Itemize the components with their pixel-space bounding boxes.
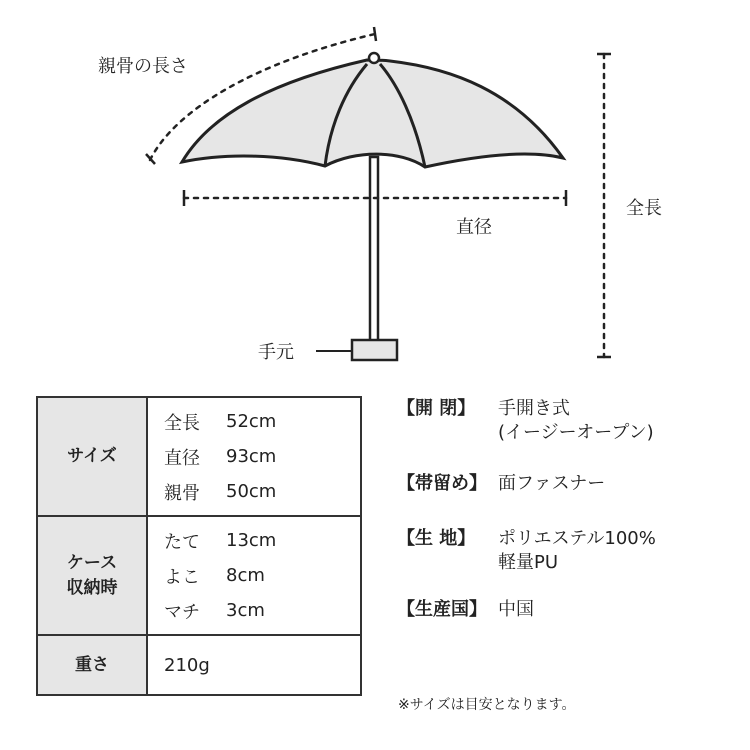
size-diameter <box>164 439 360 474</box>
case-width-label: よこ <box>164 566 200 588</box>
size-diameter-value: 93cm <box>226 446 277 467</box>
case-depth-value: 3cm <box>226 600 265 621</box>
spec-row-weight <box>37 635 361 695</box>
rib-length-end-tick-left <box>146 154 155 164</box>
size-note: ※サイズは目安となります。 <box>398 697 576 713</box>
umbrella-canopy <box>182 60 563 167</box>
info-strap-value: 面ファスナー <box>498 473 606 494</box>
spec-row-case <box>37 516 361 635</box>
handle-label: 手元 <box>258 342 294 363</box>
case-height-label: たて <box>164 531 200 553</box>
case-height <box>164 523 360 558</box>
weight-header: 重さ <box>37 635 147 695</box>
size-rib <box>164 474 360 509</box>
case-height-value: 13cm <box>226 530 277 551</box>
info-fabric-value-line2: 軽量PU <box>498 552 559 573</box>
size-diameter-label: 直径 <box>164 447 200 469</box>
umbrella-shaft <box>370 157 378 343</box>
size-header: サイズ <box>37 397 147 516</box>
info-opening <box>397 397 654 445</box>
weight-value: 210g <box>164 654 210 676</box>
umbrella-handle <box>352 340 397 360</box>
size-rib-value: 50cm <box>226 481 277 502</box>
weight-value-cell <box>147 635 361 695</box>
info-strap <box>397 472 605 496</box>
rib-length-end-tick-right <box>374 27 376 41</box>
case-values <box>147 516 361 635</box>
size-total-length-label: 全長 <box>164 412 200 434</box>
size-values <box>147 397 361 516</box>
info-opening-value <box>498 397 654 445</box>
size-total-length-value: 52cm <box>226 411 277 432</box>
case-header <box>37 516 147 635</box>
spec-row-size <box>37 397 361 516</box>
info-fabric-label: 【生 地】 <box>397 528 476 549</box>
info-fabric <box>397 527 656 575</box>
rib-length-label: 親骨の長さ <box>98 56 188 77</box>
info-origin-value: 中国 <box>498 599 534 620</box>
info-fabric-value <box>498 527 656 575</box>
size-rib-label: 親骨 <box>164 482 200 504</box>
case-header-line2: 収納時 <box>66 577 118 598</box>
info-opening-value-line1: 手開き式 <box>498 398 570 419</box>
info-strap-label: 【帯留め】 <box>397 473 487 494</box>
case-depth-label: マチ <box>164 601 200 623</box>
info-opening-value-line2: (イージーオープン) <box>498 422 654 443</box>
total-length-label: 全長 <box>626 198 662 219</box>
spec-table <box>36 396 362 696</box>
case-depth <box>164 593 360 628</box>
info-opening-label: 【開 閉】 <box>397 398 476 419</box>
diameter-label: 直径 <box>456 217 492 238</box>
case-width-value: 8cm <box>226 565 265 586</box>
size-total-length <box>164 404 360 439</box>
umbrella-tip <box>369 53 379 63</box>
case-header-line1: ケース <box>66 552 118 573</box>
info-origin-label: 【生産国】 <box>397 599 487 620</box>
info-fabric-value-line1: ポリエステル100% <box>498 528 656 549</box>
case-width <box>164 558 360 593</box>
info-origin <box>397 598 534 622</box>
